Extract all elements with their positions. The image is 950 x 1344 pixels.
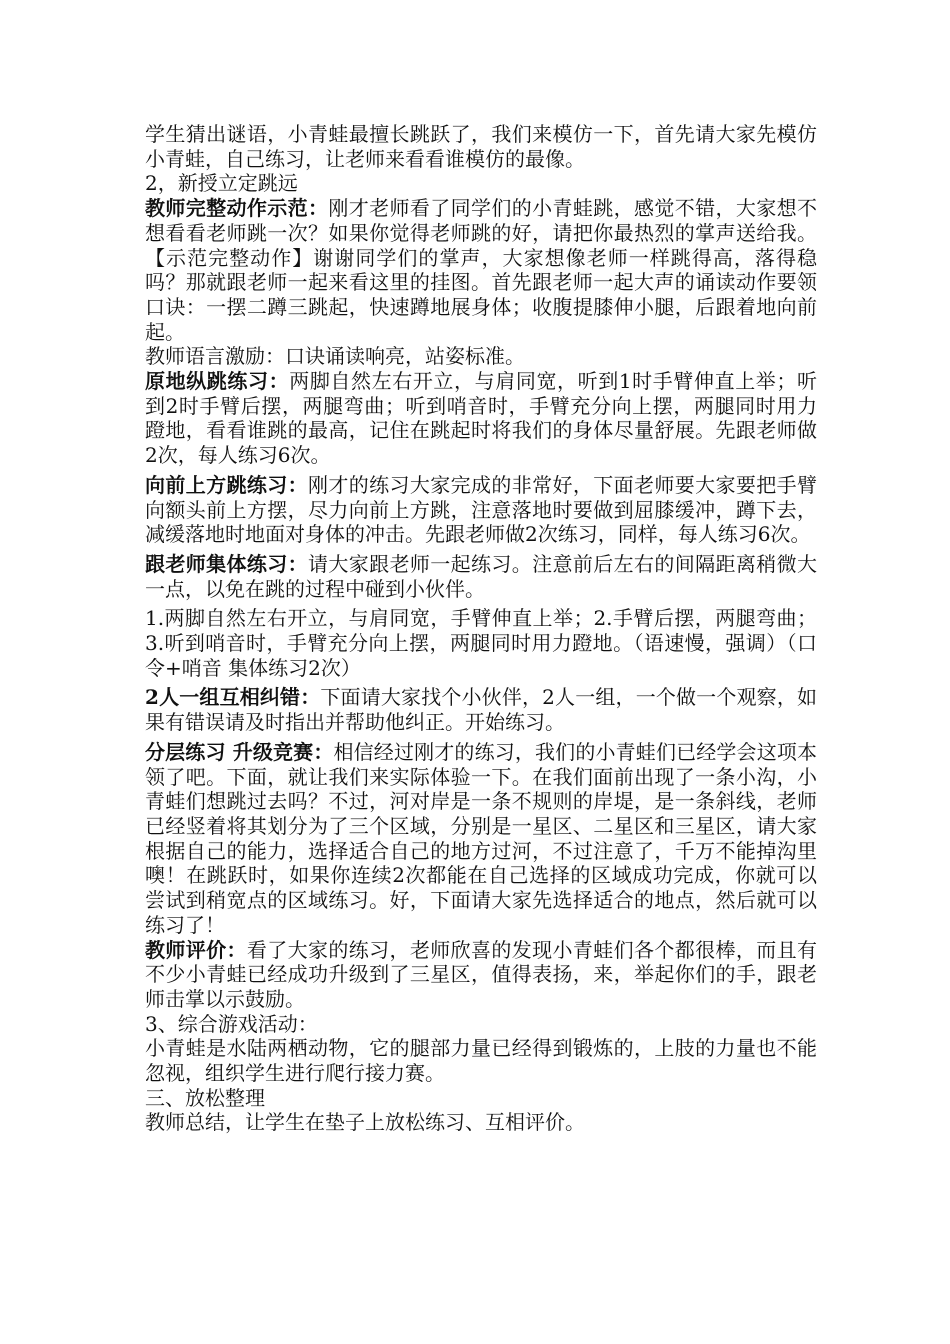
paragraph-teacher-demo bbox=[145, 196, 817, 344]
paragraph-text: 学生猜出谜语，小青蛙最擅长跳跃了，我们来模仿一下，首先请大家先模仿小青蛙，自己练习，让老师来看看谁模仿的最像。 bbox=[145, 122, 817, 171]
paragraph-vertical-jump bbox=[145, 369, 817, 468]
section-heading-relax bbox=[145, 1086, 817, 1111]
paragraph-tiered-practice bbox=[145, 740, 817, 938]
paragraph-lead: 跟老师集体练习： bbox=[145, 551, 308, 576]
paragraph-text: 1.两脚自然左右开立，与肩同宽，手臂伸直上举；2.手臂后摆，两腿弯曲；3.听到哨音时，手臂充分向上摆，两腿同时用力蹬地。（语速慢，强调）（口令+哨音 集体练习2次） bbox=[145, 606, 817, 680]
paragraph-text: 两脚自然左右开立，与肩同宽，听到1时手臂伸直上举；听到2时手臂后摆，两腿弯曲；听到哨音时，手臂充分向上摆，两腿同时用力蹬地，看看谁跳的最高，记住在跳起时将我们的身体尽量舒展。先跟老师做2次，每人练习6次。 bbox=[145, 369, 817, 468]
paragraph-lead: 分层练习 升级竞赛： bbox=[145, 739, 334, 764]
paragraph-lead: 教师完整动作示范： bbox=[145, 196, 329, 221]
paragraph-lead: 2人一组互相纠错： bbox=[145, 685, 321, 710]
paragraph-text: 2，新授立定跳远 bbox=[145, 171, 298, 196]
paragraph-lead: 原地纵跳练习： bbox=[145, 369, 290, 394]
paragraph-text: 三、放松整理 bbox=[145, 1085, 265, 1110]
paragraph-intro bbox=[145, 122, 817, 171]
paragraph-steps bbox=[145, 606, 817, 680]
paragraph-lead: 向前上方跳练习： bbox=[145, 472, 308, 497]
paragraph-text: 3、综合游戏活动： bbox=[145, 1011, 318, 1036]
section-heading-game bbox=[145, 1012, 817, 1037]
paragraph-relay-game bbox=[145, 1036, 817, 1085]
paragraph-text: 看了大家的练习，老师欣喜的发现小青蛙们各个都很棒，而且有不少小青蛙已经成功升级到了三星区，值得表扬，来，举起你们的手，跟老师击掌以示鼓励。 bbox=[145, 937, 817, 1011]
paragraph-text: 教师总结，让学生在垫子上放松练习、互相评价。 bbox=[145, 1110, 585, 1135]
paragraph-group-practice bbox=[145, 552, 817, 601]
document-body bbox=[145, 122, 817, 1135]
section-heading-new-lesson bbox=[145, 171, 817, 196]
paragraph-text: 教师语言激励：口诀诵读响亮，站姿标准。 bbox=[145, 344, 525, 369]
paragraph-teacher-evaluation bbox=[145, 938, 817, 1012]
paragraph-text: 相信经过刚才的练习，我们的小青蛙们已经学会这项本领了吧。下面，就让我们来实际体验一下。在我们面前出现了一条小沟，小青蛙们想跳过去吗？不过，河对岸是一条不规则的岸堤，是一条斜线，老师已经竖着将其划分为了三个区域，分别是一星区、二星区和三星区，请大家根据自己的能力，选择适合自己的地方过河，不过注意了，千万不能掉沟里噢！在跳跃时，如果你连续2次都能在自己选择的区域成功完成，你就可以尝试到稍宽点的区域练习。好，下面请大家先选择适合的地点，然后就可以练习了！ bbox=[145, 739, 818, 937]
paragraph-forward-jump bbox=[145, 473, 817, 547]
paragraph-pair-correction bbox=[145, 685, 817, 734]
paragraph-text: 下面请大家找个小伙伴，2人一组，一个做一个观察，如果有错误请及时指出并帮助他纠正。开始练习。 bbox=[145, 685, 817, 735]
paragraph-text: 小青蛙是水陆两栖动物，它的腿部力量已经得到锻炼的，上肢的力量也不能忽视，组织学生进行爬行接力赛。 bbox=[145, 1036, 817, 1086]
paragraph-text: 请大家跟老师一起练习。注意前后左右的间隔距离稍微大一点，以免在跳的过程中碰到小伙伴。 bbox=[145, 551, 817, 601]
paragraph-text: 刚才的练习大家完成的非常好，下面老师要大家要把手臂向额头前上方摆，尽力向前上方跳，注意落地时要做到屈膝缓冲，蹲下去，减缓落地时地面对身体的冲击。先跟老师做2次练习，同样，每人练习6次。 bbox=[145, 472, 817, 547]
paragraph-text: 刚才老师看了同学们的小青蛙跳，感觉不错，大家想不想看看老师跳一次？如果你觉得老师跳的好，请把你最热烈的掌声送给我。【示范完整动作】谢谢同学们的掌声，大家想像老师一样跳得高，落得稳吗？那就跟老师一起来看这里的挂图。首先跟老师一起大声的诵读动作要领口诀：一摆二蹲三跳起，快速蹲地展身体；收腹提膝伸小腿，后跟着地向前起。 bbox=[145, 196, 817, 344]
paragraph-teacher-encouragement bbox=[145, 344, 817, 369]
paragraph-lead: 教师评价： bbox=[145, 937, 247, 962]
paragraph-summary bbox=[145, 1110, 817, 1135]
